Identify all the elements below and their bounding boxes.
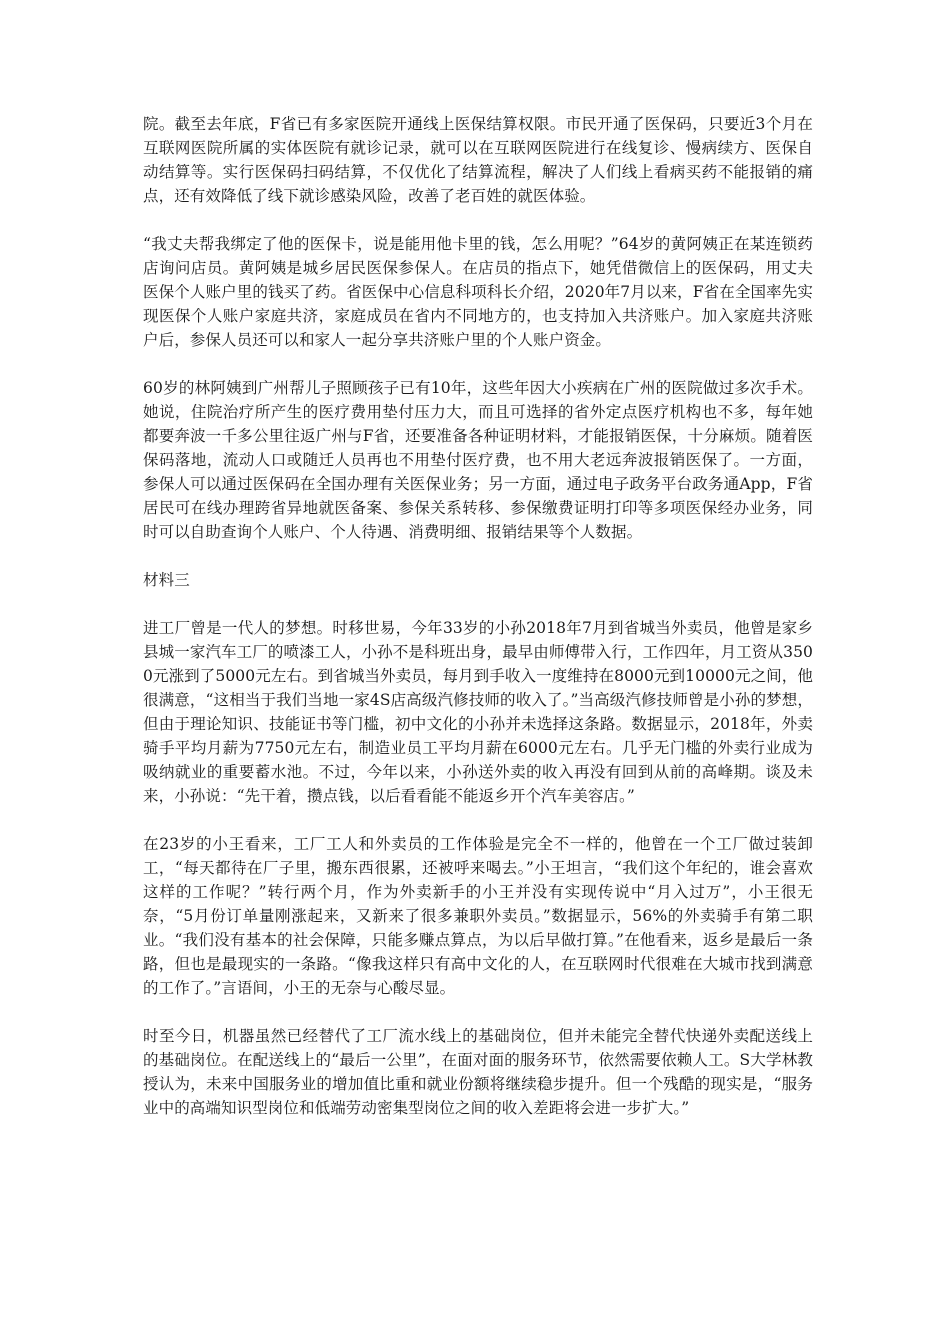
- paragraph-service-industry: 时至今日，机器虽然已经替代了工厂流水线上的基础岗位，但并未能完全替代快递外卖配送线上的基础岗位。在配送线上的“最后一公里”，在面对面的服务环节，依然需要依赖人工。S大学林教授认为，未来中国服务业的增加值比重和就业份额将继续稳步提升。但一个残酷的现实是，“服务业中的高端知识型岗位和低端劳动密集型岗位之间的收入差距将会进一步扩大。”: [143, 1027, 813, 1117]
- paragraph-online-settlement: 院。截至去年底，F省已有多家医院开通线上医保结算权限。市民开通了医保码，只要近3个月在互联网医院所属的实体医院有就诊记录，就可以在互联网医院进行在线复诊、慢病续方、医保自动结算等。实行医保码扫码结算，不仅优化了结算流程，解决了人们线上看病买药不能报销的痛点，还有效降低了线下就诊感染风险，改善了老百姓的就医体验。: [143, 115, 813, 205]
- paragraph-xiaowang: 在23岁的小王看来，工厂工人和外卖员的工作体验是完全不一样的，他曾在一个工厂做过装卸工，“每天都待在厂子里，搬东西很累，还被呼来喝去。”小王坦言，“我们这个年纪的，谁会喜欢这样的工作呢？”转行两个月，作为外卖新手的小王并没有实现传说中“月入过万”，小王很无奈，“5月份订单量刚涨起来，又新来了很多兼职外卖员。”数据显示，56%的外卖骑手有第二职业。“我们没有基本的社会保障，只能多赚点算点，为以后早做打算。”在他看来，返乡是最后一条路，但也是最现实的一条路。“像我这样只有高中文化的人，在互联网时代很难在大城市找到满意的工作了。”言语间，小王的无奈与心酸尽显。: [143, 835, 813, 997]
- paragraph-family-account: “我丈夫帮我绑定了他的医保卡，说是能用他卡里的钱，怎么用呢？”64岁的黄阿姨正在某连锁药店询问店员。黄阿姨是城乡居民医保参保人。在店员的指点下，她凭借微信上的医保码，用丈夫医保个人账户里的钱买了药。省医保中心信息科项科长介绍，2020年7月以来，F省在全国率先实现医保个人账户家庭共济，家庭成员在省内不同地方的，也支持加入共济账户。加入家庭共济账户后，参保人员还可以和家人一起分享共济账户里的个人账户资金。: [143, 235, 813, 349]
- paragraph-xiaosun: 进工厂曾是一代人的梦想。时移世易，今年33岁的小孙2018年7月到省城当外卖员，他曾是家乡县城一家汽车工厂的喷漆工人，小孙不是科班出身，最早由师傅带入行，工作四年，月工资从3500元涨到了5000元左右。到省城当外卖员，每月到手收入一度维持在8000元到10000元之间，他很满意，“这相当于我们当地一家4S店高级汽修技师的收入了。”当高级汽修技师曾是小孙的梦想，但由于理论知识、技能证书等门槛，初中文化的小孙并未选择这条路。数据显示，2018年，外卖骑手平均月薪为7750元左右，制造业员工平均月薪在6000元左右。几乎无门槛的外卖行业成为吸纳就业的重要蓄水池。不过，今年以来，小孙送外卖的收入再没有回到从前的高峰期。谈及未来，小孙说：“先干着，攒点钱，以后看看能不能返乡开个汽车美容店。”: [143, 619, 813, 805]
- document-body: [143, 112, 813, 1144]
- paragraph-remote-medical: 60岁的林阿姨到广州帮儿子照顾孩子已有10年，这些年因大小疾病在广州的医院做过多次手术。她说，住院治疗所产生的医疗费用垫付压力大，而且可选择的省外定点医疗机构也不多，每年她都要奔波一千多公里往返广州与F省，还要准备各种证明材料，才能报销医保，十分麻烦。随着医保码落地，流动人口或随迁人员再也不用垫付医疗费，也不用大老远奔波报销医保了。一方面，参保人可以通过医保码在全国办理有关医保业务；另一方面，通过电子政务平台政务通App，F省居民可在线办理跨省异地就医备案、参保关系转移、参保缴费证明打印等多项医保经办业务，同时可以自助查询个人账户、个人待遇、消费明细、报销结果等个人数据。: [143, 379, 813, 541]
- section-heading: 材料三: [143, 571, 190, 589]
